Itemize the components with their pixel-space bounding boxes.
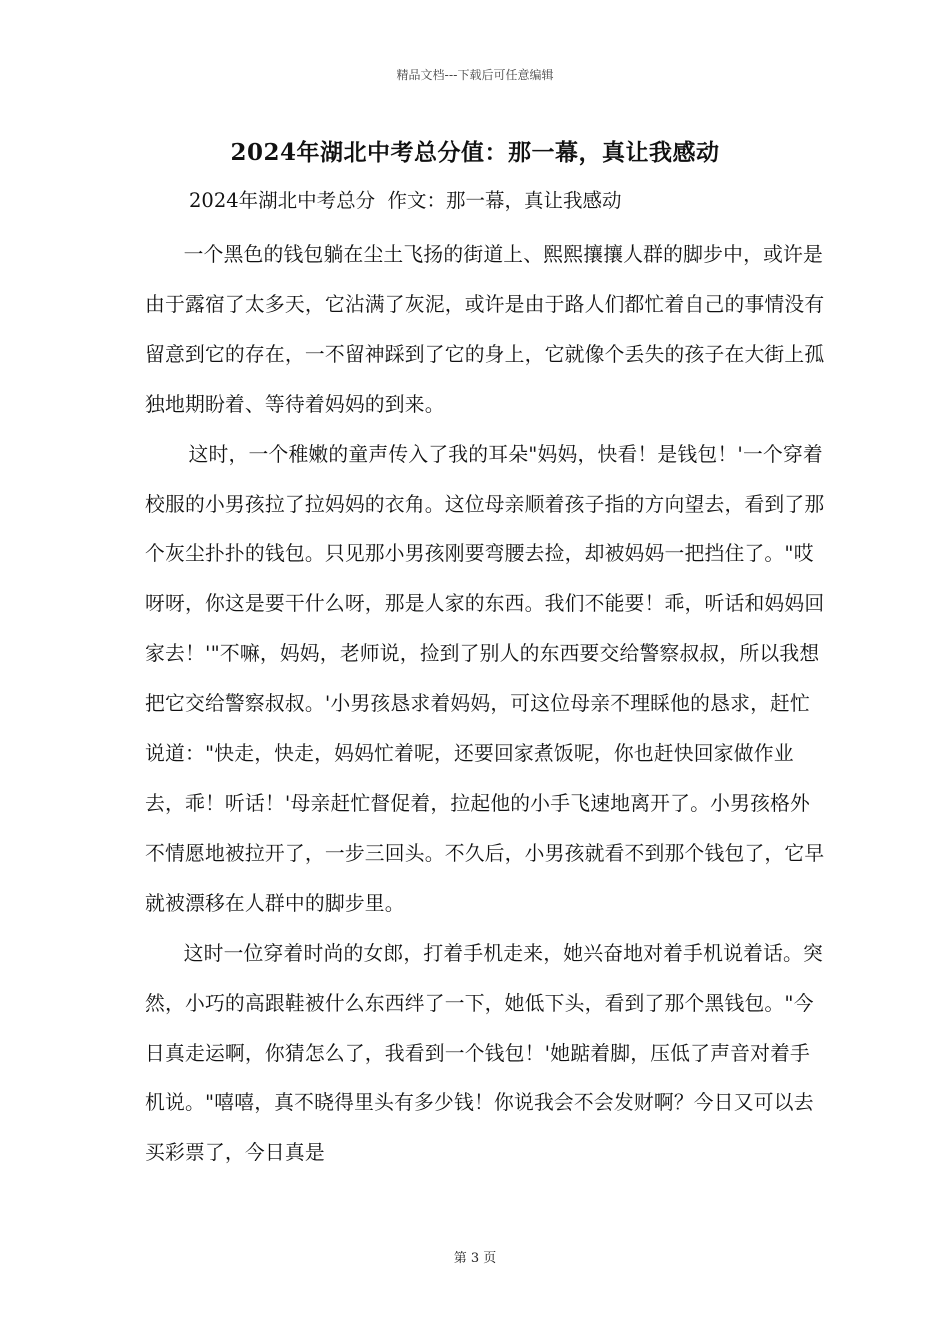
document-subtitle: 2024年湖北中考总分 作文：那一幕，真让我感动 <box>189 189 622 212</box>
paragraph: 这时一位穿着时尚的女郎，打着手机走来，她兴奋地对着手机说着话。突然，小巧的高跟鞋被什么东西绊了一下，她低下头，看到了那个黑钱包。"今日真走运啊，你猜怎么了，我看到一个钱包！'她踮着脚，压低了声音对着手机说。"嘻嘻，真不晓得里头有多少钱！你说我会不会发财啊？今日又可以去买彩票了，今日真是 <box>145 941 824 1165</box>
page-number: 第 3 页 <box>453 1251 497 1266</box>
paragraph: 这时，一个稚嫩的童声传入了我的耳朵"妈妈，快看！是钱包！'一个穿着校服的小男孩拉了拉妈妈的衣角。这位母亲顺着孩子指的方向望去，看到了那个灰尘扑扑的钱包。只见那小男孩刚要弯腰去捡，却被妈妈一把挡住了。"哎呀呀，你这是要干什么呀，那是人家的东西。我们不能要！乖，听话和妈妈回家去！'"不嘛，妈妈，老师说，捡到了别人的东西要交给警察叔叔，所以我想把它交给警察叔叔。'小男孩恳求着妈妈，可这位母亲不理睬他的恳求，赶忙说道："快走，快走，妈妈忙着呢，还要回家煮饭呢，你也赶快回家做作业去，乖！听话！'母亲赶忙督促着，拉起他的小手飞速地离开了。小男孩格外不情愿地被拉开了，一步三回头。不久后，小男孩就看不到那个钱包了，它早就被漂移在人群中的脚步里。 <box>145 442 825 915</box>
document-title: 2024年湖北中考总分值：那一幕，真让我感动 <box>230 139 720 166</box>
page-header: 精品文档---下载后可任意编辑 <box>396 68 554 82</box>
paragraph: 一个黑色的钱包躺在尘土飞扬的街道上、熙熙攘攘人群的脚步中，或许是由于露宿了太多天，它沾满了灰泥，或许是由于路人们都忙着自己的事情没有留意到它的存在，一不留神踩到了它的身上，它就像个丢失的孩子在大街上孤独地期盼着、等待着妈妈的到来。 <box>145 243 825 416</box>
document-body <box>145 230 825 1178</box>
